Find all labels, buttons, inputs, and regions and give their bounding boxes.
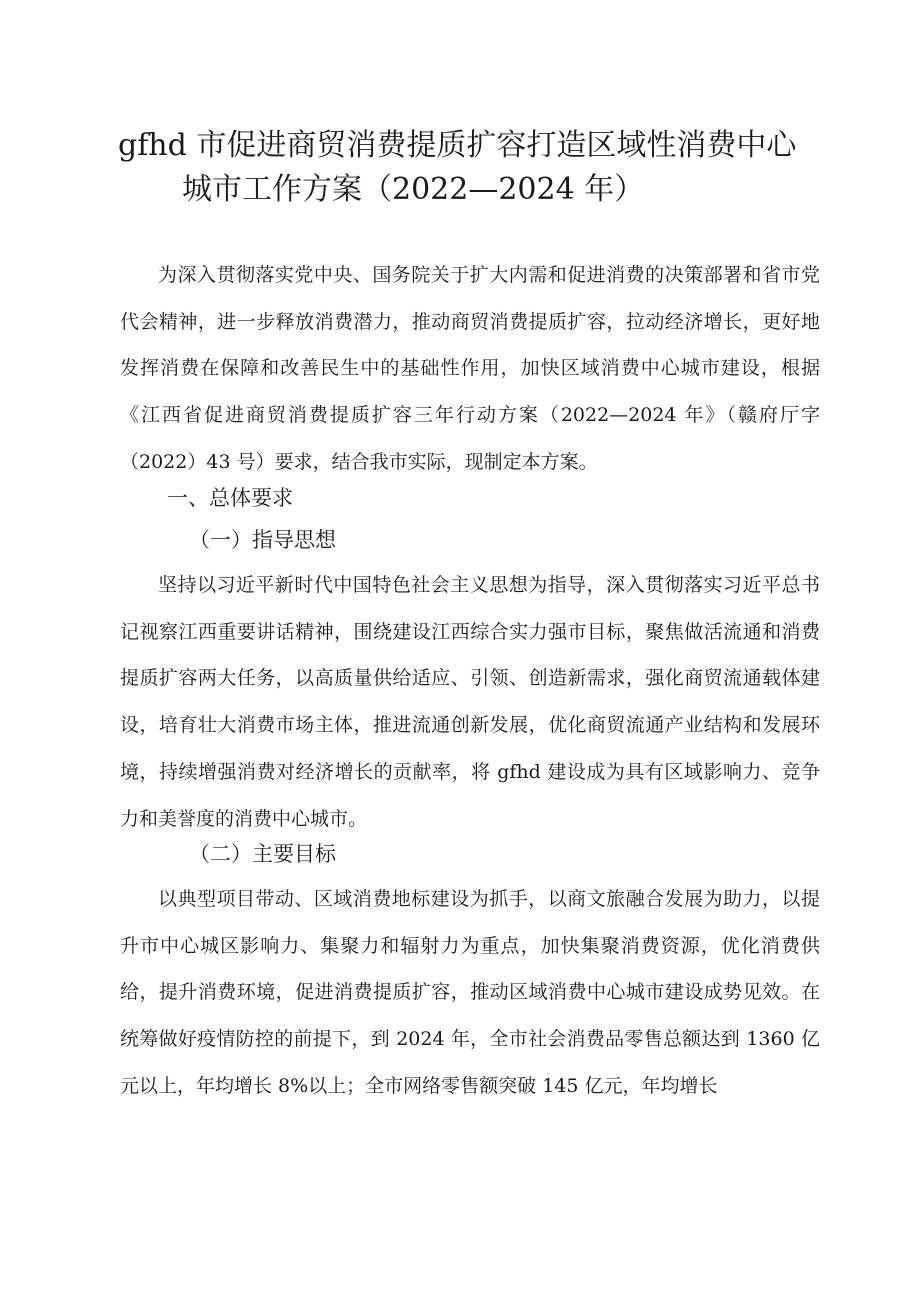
subsection-heading-guiding-ideology: （一）指导思想: [189, 528, 336, 552]
document-title-line-1: gfhd 市促进商贸消费提质扩容打造区域性消费中心: [118, 128, 797, 163]
subsection-heading-main-goals: （二）主要目标: [189, 842, 336, 866]
document-title-line-2: 城市工作方案（2022—2024 年）: [182, 172, 645, 207]
guiding-ideology-paragraph: 坚持以习近平新时代中国特色社会主义思想为指导，深入贯彻落实习近平总书记视察江西重要讲话精神，围绕建设江西综合实力强市目标，聚焦做活流通和消费提质扩容两大任务，以高质量供给适应、引领、创造新需求，强化商贸流通载体建设，培育壮大消费市场主体，推进流通创新发展，优化商贸流通产业结构和发展环境，持续增强消费对经济增长的贡献率，将 gfhd 建设成为具有区域影响力、竞争力和美誉度的消费中心城市。: [120, 574, 820, 830]
section-heading-general-requirements: 一、总体要求: [167, 486, 293, 510]
main-goals-paragraph: 以典型项目带动、区域消费地标建设为抓手，以商文旅融合发展为助力，以提升市中心城区影响力、集聚力和辐射力为重点，加快集聚消费资源，优化消费供给，提升消费环境，促进消费提质扩容，推动区域消费中心城市建设成势见效。在统筹做好疫情防控的前提下，到 2024 年，全市社会消费品零售总额达到 1360 亿元以上，年均增长 8%以上；全市网络零售额突破 145 亿元，年均增长: [120, 888, 820, 1097]
intro-paragraph: 为深入贯彻落实党中央、国务院关于扩大内需和促进消费的决策部署和省市党代会精神，进一步释放消费潜力，推动商贸消费提质扩容，拉动经济增长，更好地发挥消费在保障和改善民生中的基础性作用，加快区域消费中心城市建设，根据《江西省促进商贸消费提质扩容三年行动方案（2022—2024 年》（赣府厅字（2022）43 号）要求，结合我市实际，现制定本方案。: [120, 264, 820, 473]
